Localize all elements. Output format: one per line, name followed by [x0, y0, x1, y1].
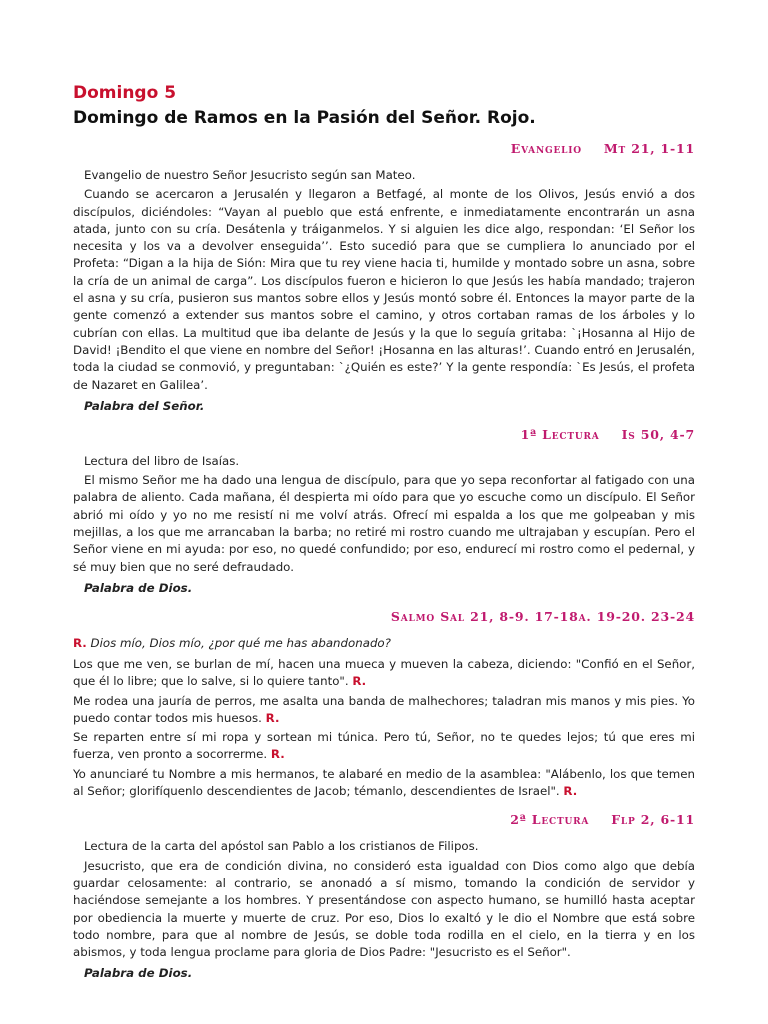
psalm-antiphon: Dios mío, Dios mío, ¿por qué me has abandonado? — [90, 635, 391, 650]
gospel-name: Evangelio — [510, 141, 582, 156]
second-reading-section — [73, 812, 695, 982]
psalm-stanza: Los que me ven, se burlan de mí, hacen una mueca y mueven la cabeza, diciendo: "Confió en el Señor, que él lo libre; que lo salve, si lo quiere tanto". R. — [73, 656, 695, 689]
psalm-heading — [73, 609, 695, 625]
psalm-stanza: Me rodea una jauría de perros, me asalta una banda de malhechores; taladran mis manos y mis pies. Yo puedo contar todos mis huesos. R. — [73, 693, 695, 725]
gospel-ref: Mt 21, 1-11 — [603, 141, 695, 156]
first-reading-ref: Is 50, 4-7 — [621, 426, 695, 442]
gospel-intro: Evangelio de nuestro Señor Jesucristo según san Mateo. — [84, 168, 416, 182]
first-reading-heading — [73, 427, 695, 443]
first-reading-section — [73, 427, 695, 597]
response-mark: R. — [73, 635, 87, 650]
first-reading-closing: Palabra de Dios. — [84, 580, 193, 595]
gospel-closing: Palabra del Señor. — [84, 398, 205, 413]
second-reading-ref: Flp 2, 6-11 — [611, 812, 695, 828]
second-reading-intro: Lectura de la carta del apóstol san Pablo a los cristianos de Filipos. — [84, 839, 479, 854]
psalm-ref: Sal 21, 8-9. 17-18a. 19-20. 23-24 — [440, 608, 695, 624]
second-reading-body — [73, 838, 695, 961]
gospel-section — [73, 141, 695, 415]
sunday-label: Domingo 5 — [73, 83, 177, 103]
response-mark: R. — [563, 784, 578, 799]
gospel-body — [73, 167, 695, 394]
psalm-stanza: Yo anunciaré tu Nombre a mis hermanos, te alabaré en medio de la asamblea: "Alábenlo, los que temen al Señor; glorifíquenlo descendientes de Jacob; témanlo, descendientes de Israel". R. — [73, 766, 695, 799]
response-mark: R. — [270, 747, 285, 762]
first-reading-body — [73, 453, 695, 576]
page-title: Domingo de Ramos en la Pasión del Señor. Rojo. — [73, 108, 536, 128]
liturgy-page — [73, 82, 695, 982]
gospel-text: Cuando se acercaron a Jerusalén y llegaron a Betfagé, al monte de los Olivos, Jesús envió a dos discípulos, diciéndoles: “Vayan al pueblo que está enfrente, e inmediatamente encontrarán un asna atada, junto con su cría. Desátenla y tráiganmelos. Y si alguien les dice algo, respondan: ‘El Señor los necesita y los va a devolver enseguida’’. Esto sucedió para que se cumpliera lo anunciado por el Profeta: “Digan a la hija de Sión: Mira que tu rey viene hacia ti, humilde y montado sobre un asna, sobre la cría de un animal de carga”. Los discípulos fueron e hicieron lo que Jesús les había mandado; trajeron el asna y su cría, pusieron sus mantos sobre ellos y Jesús montó sobre él. Entonces la mayor parte de la gente comenzó a extender sus mantos sobre el camino, y otros cortaban ramas de los árboles y lo cubrían con ellas. La multitud que iba delante de Jesús y la que lo seguía gritaba: `¡Hosanna al Hijo de David! ¡Bendito el que viene en nombre del Señor! ¡Hosanna en las alturas!’. Cuando entró en Jerusalén, toda la ciudad se conmovió, y preguntaban: `¿Quién es este?’ Y la gente respondía: `Es Jesús, el profeta de Nazaret en Galilea’. — [73, 187, 695, 392]
psalm-response — [73, 635, 695, 652]
gospel-heading — [73, 141, 695, 157]
second-reading-text: Jesucristo, que era de condición divina, no consideró esta igualdad con Dios como algo que debía guardar celosamente: al contrario, se anonadó a sí mismo, tomando la condición de servidor y haciéndose semejante a los hombres. Y presentándose con aspecto humano, se humilló hasta aceptar por obediencia la muerte y muerte de cruz. Por eso, Dios lo exaltó y le dio el Nombre que está sobre todo nombre, para que al nombre de Jesús, se doble toda rodilla en el cielo, en la tierra y en los abismos, y toda lengua proclame para gloria de Dios Padre: "Jesucristo es el Señor". — [73, 858, 695, 960]
response-mark: R. — [265, 710, 280, 725]
psalm-stanza: Se reparten entre sí mi ropa y sortean mi túnica. Pero tú, Señor, no te quedes lejos; tú que eres mi fuerza, ven pronto a socorrerme. R. — [73, 730, 695, 762]
psalm-body — [73, 656, 695, 800]
first-reading-intro: Lectura del libro de Isaías. — [84, 453, 240, 468]
first-reading-name: 1ª Lectura — [520, 426, 600, 442]
response-mark: R. — [352, 674, 367, 689]
second-reading-heading — [73, 812, 695, 828]
second-reading-name: 2ª Lectura — [510, 812, 590, 828]
second-reading-closing: Palabra de Dios. — [84, 966, 193, 981]
first-reading-text: El mismo Señor me ha dado una lengua de discípulo, para que yo sepa reconfortar al fatigado con una palabra de aliento. Cada mañana, él despierta mi oído para que yo escuche como un discípulo. El Señor abrió mi oído y yo no me resistí ni me volví atrás. Ofrecí mi espalda a los que me golpeaban y mis mejillas, a los que me arrancaban la barba; no retiré mi rostro cuando me ultrajaban y escupían. Pero el Señor viene en mi ayuda: por eso, no quedé confundido; por eso, endurecí mi rostro como el pedernal, y sé muy bien que no seré defraudado. — [73, 473, 695, 574]
psalm-section — [73, 609, 695, 800]
psalm-name: Salmo — [390, 608, 436, 624]
